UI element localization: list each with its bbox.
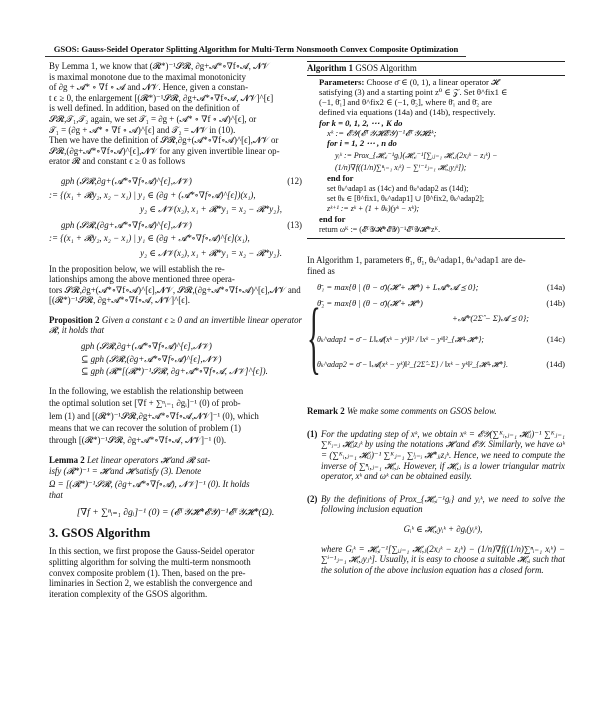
equation-14b [317, 298, 565, 309]
equation-system-14 [307, 282, 565, 392]
equation-number: (12) [287, 175, 302, 186]
text-line: tors 𝓢𝓡,∂g+(𝓐*∘∇f∘𝓐)^[ϵ],𝓝𝒱, 𝓢𝓡,(∂g+𝓐*∘∇f∘𝓐)^[ϵ],𝓝𝒱 and [49, 284, 301, 295]
text-line: 𝓢𝓡,(∂g+𝓐*∘∇f∘𝓐)^[ϵ],𝓝𝒱 for any given invertible linear op- [49, 145, 280, 156]
parameters-text: satisfying (3) and a starting point z⁰ ∈ 𝒵. Set θ^fix1 ∈ [319, 86, 508, 97]
text-line: lem (1) and [(𝓡*)⁻¹𝓢𝓡,∂g+𝓐*∘∇f∘𝓐,𝓝𝒱]⁻¹ (0), which [49, 411, 259, 422]
lemma-label: Lemma 2 [49, 454, 85, 465]
paragraph-section3-intro [49, 546, 302, 599]
equation-text: θₖ^adap2 = σ̄ − ‖𝓐(xᵏ − yᵏ)‖²_{2Σ̂−Σ} / ‖xᵏ − yᵏ‖²_{𝓗+𝓗*}. [317, 360, 508, 370]
text-line: [(𝓡*)⁻¹𝓢𝓡, ∂g+𝓐*∘∇f∘𝓐, 𝓝𝒱]^[ϵ]. [49, 295, 190, 306]
algorithm-step: xᵏ := 𝓔𝒴(𝓔ᵀ𝒴𝓗𝓔𝒴)⁻¹𝓔ᵀ𝒴𝓗zᵏ; [327, 128, 437, 139]
equation-text: := {(x₁ + 𝓡y₂, x₂ − x₁) | y₁ ∈ (∂g + 𝓐*∘∇f∘𝓐)^[ϵ](x₁), [49, 233, 250, 244]
parameters-text: (−1, θ̄₁] and θ^fix2 ∈ (−1, θ̄₂], where θ̄₁ and θ̄₂ are [319, 97, 492, 108]
text-line: lationships among the above mentioned three opera- [49, 274, 235, 285]
text-line: erator 𝓡 and constant ϵ ≥ 0 as follows [49, 156, 186, 167]
equation-number: (14b) [546, 298, 565, 309]
text-line: t ϵ ≥ 0, the enlargement [(𝓡*)⁻¹𝓢𝓡, ∂g+𝓐*∘∇f∘𝓐, 𝓝𝒱]^[ϵ] [49, 92, 274, 103]
remark-item-2 [307, 494, 565, 576]
lemma-2 [49, 455, 302, 519]
equation-text: := {(x₁ + 𝓡y₂, x₂ − x₁) | y₁ ∈ (∂g + (𝓐*∘∇f∘𝓐)^[ϵ])(x₁), [49, 189, 256, 200]
equation-text: gph (𝓢𝓡,∂g+(𝓐*∘∇f∘𝓐)^[ϵ],𝓝𝒱) [61, 175, 192, 186]
algorithm-step: end for [327, 173, 354, 184]
text-line: In this section, we first propose the Gauss-Seidel operator [49, 546, 255, 557]
text-line: iteration complexity of the GSOS algorithm. [49, 588, 208, 599]
algorithm-title [307, 62, 565, 76]
algorithm-step: set θₖ^adap1 as (14c) and θₖ^adap2 as (14d); [327, 183, 469, 193]
equation-text: θ̄₂ = max{θ | (θ − σ̄)(𝓗 + 𝓗*) [317, 298, 423, 309]
paragraph-proposition-intro [49, 264, 302, 306]
right-column [307, 61, 565, 575]
parameters-label: Parameters: [319, 76, 365, 87]
remark-item-1 [307, 429, 565, 482]
equation-14a [317, 282, 565, 293]
equation-text: gph (𝓢𝓡,(∂g+𝓐*∘∇f∘𝓐)^[ϵ],𝓝𝒱) [61, 219, 192, 230]
equation-text: y₂ ∈ 𝓝𝒱(x₂), x₁ + 𝓡*y₁ = x₂ − 𝓡*y₂}. [140, 247, 282, 258]
text-line: 𝓢𝓡,𝒯₁,𝒯₂ again, we set 𝒯₁ = ∂g + (𝓐* ∘ ∇f ∘ 𝓐)^[ϵ], or [49, 113, 257, 124]
proposition-2 [49, 315, 302, 377]
paragraph-lemma1-consequence [49, 61, 302, 167]
left-column [49, 61, 302, 599]
remark-item-number: (2) [307, 493, 318, 504]
algorithm-box [307, 61, 565, 239]
text-line: is maximal monotone due to the maximal monotonicity [49, 71, 246, 82]
algorithm-step: end for [319, 214, 346, 225]
proposition-label: Proposition 2 [49, 314, 100, 325]
equation-text: +𝓐*(2Σ̂ − Σ)𝓐 ⪯ 0}; [452, 313, 529, 324]
text-line: In Algorithm 1, parameters θ̄₁, θ̄₁, θₖ^adap1, θₖ^adap1 are de- [307, 255, 526, 266]
lemma-text: isfy (𝓡*)⁻¹ = 𝓗 and 𝓗 satisfy (3). Denote [49, 466, 202, 477]
text-line: fined as [307, 265, 335, 276]
algorithm-body [307, 76, 565, 238]
lemma-equation: [∇f + ∑ⁿᵢ₌₁ ∂gᵢ]⁻¹ (0) = (𝓔ᵀ𝒴𝓗*𝓔𝒴)⁻¹𝓔ᵀ𝒴𝓗*(Ω). [76, 507, 275, 519]
equation-text: ⊆ gph (𝓡*[(𝓡*)⁻¹𝓢𝓡, ∂g+𝓐*∘∇f∘𝓐, 𝓝𝒱]^[ϵ]). [81, 366, 268, 377]
equation-text: y₂ ∈ 𝓝𝒱(x₂), x₁ + 𝓡*y₁ = x₂ − 𝓡*y₂}, [140, 204, 282, 215]
equation-12 [49, 176, 302, 215]
equation-number: (14c) [546, 334, 565, 345]
algorithm-step: for i = 1, 2 ⋯ , n do [327, 138, 397, 149]
equation-text: ⊆ gph (𝓢𝓡,(∂g+𝓐*∘∇f∘𝓐)^[ϵ],𝓝𝒱) [81, 353, 222, 364]
paragraph-parameters-definition [307, 255, 565, 276]
remark-text: We make some comments on GSOS below. [346, 406, 497, 417]
algorithm-step: (1/n)∇f((1/n)∑ⁿᵢ₌₁ xᵢᵏ) − ∑ⁱ⁻¹ⱼ₌₁ 𝓗ᵢ,ⱼyⱼᵏ]); [335, 162, 467, 172]
proposition-text: Given a constant ϵ ≥ 0 and an invertible linear operator 𝓡, it holds that [49, 314, 303, 336]
text-line: of ∂g + 𝓐* ∘ ∇f ∘ 𝓐 and 𝓝𝒱. Hence, given a constan- [49, 82, 249, 93]
equation-text: θ̄₁ = max{θ | (θ − σ̄)(𝓗 + 𝓗*) + L𝓐*𝓐 ⪯ 0}; [317, 282, 479, 293]
remark-item-number: (1) [307, 428, 318, 439]
equation-number: (13) [287, 219, 302, 230]
text-line: means that we can recover the solution of problem (1) [49, 422, 241, 433]
text-line: the optimal solution set [∇f + ∑ⁿᵢ₌₁ ∂gᵢ]⁻¹ (0) of prob- [49, 398, 241, 409]
text-line: convex composite problem (1). Then, based on the pre- [49, 567, 246, 578]
equation-number: (14a) [546, 282, 565, 293]
text-line: Then we have the definition of 𝓢𝓡,∂g+(𝓐*∘∇f∘𝓐)^[ϵ],𝓝𝒱 or [49, 135, 279, 146]
parameters-text: defined via equations (14a) and (14b), respectively. [319, 107, 496, 118]
equation-number: (14d) [546, 359, 565, 370]
section-heading: 3. GSOS Algorithm [49, 525, 151, 540]
text-line: 𝒯₁ = (∂g + 𝓐* ∘ ∇f ∘ 𝓐)^[ϵ] and 𝒯₂ = 𝓝𝒱 in (10). [49, 124, 236, 135]
lemma-text: that [49, 489, 63, 500]
text-line: splitting algorithm for solving the multi-term nonsmooth [49, 556, 251, 567]
remark-2 [307, 406, 565, 417]
equation-text: θₖ^adap1 = σ̄ − L‖𝓐(xᵏ − yᵏ)‖² / ‖xᵏ − yᵏ‖²_{𝓗+𝓗*}; [317, 335, 485, 345]
algorithm-step: return ωᴷ := (𝓔ᵀ𝒴𝓗*𝓔𝒴)⁻¹𝓔ᵀ𝒴𝓗*zᴷ. [319, 224, 441, 234]
text-line: In the proposition below, we will establish the re- [49, 263, 225, 274]
algorithm-step: zᵏ⁺¹ := zᵏ + (1 + θₖ)(yᵏ − xᵏ); [327, 204, 420, 214]
algorithm-step: yᵢᵏ := Prox_{𝓗ᵢ,ᵢ⁻¹gᵢ}(𝓗ᵢ,ᵢ⁻¹[∑ᵢⱼ₌₁ 𝓗ᵢ,ⱼ(2xⱼᵏ − zⱼᵏ) − [335, 150, 498, 160]
text-line: By Lemma 1, we know that (𝓡*)⁻¹𝓢𝓡, ∂g+𝓐*∘∇f∘𝓐, 𝓝𝒱 [49, 61, 269, 71]
text-line: liminaries in Section 2, we establish the convergence and [49, 578, 253, 589]
inclusion-equation: Gᵢᵏ ∈ 𝓗ᵢ,ᵢyᵢᵏ + ∂gᵢ(yᵢᵏ), [403, 523, 483, 534]
equation-14c [317, 334, 565, 345]
algorithm-name: GSOS Algorithm [355, 63, 417, 73]
header-rule [45, 56, 466, 57]
equation-14b-continued [317, 313, 565, 324]
running-title: GSOS: Gauss-Seidel Operator Splitting Algorithm for Multi-Term Nonsmooth Convex Composite Optimization [53, 44, 459, 54]
lemma-text: Ω = [(𝓡*)⁻¹𝓢𝓡, (∂g+𝓐*∘∇f∘𝓐), 𝓝𝒱]⁻¹ (0). It holds [49, 479, 250, 489]
algorithm-step: set θₖ ∈ [θ^fix1, θₖ^adap1] ∪ [θ^fix2, θₖ^adap2]; [327, 193, 485, 203]
text-line: In the following, we establish the relationship between [49, 385, 244, 396]
remark-item-text: where Gᵢᵏ = 𝓗ᵢ,ᵢ⁻¹[∑ᵢⱼ₌₁ 𝓗ᵢ,ⱼ(2xⱼᵏ − zⱼᵏ) − (1/n)∇f((1/n)∑ⁿᵢ₌₁ xᵢᵏ) − ∑ⁱ⁻¹ⱼ₌₁ 𝓗ᵢ,ⱼyⱼᵏ]. Usually, it is easy to choose a suitable 𝓗ᵢ,ᵢ such that the solution of the above inclusion equation has a closed form. [321, 543, 565, 575]
remark-item-text: By the definitions of Prox_{𝓗ᵢ,ᵢ⁻¹gᵢ} and yᵢᵏ, we need to solve the following inclusion equation [321, 493, 565, 515]
algorithm-step: for k = 0, 1, 2, ⋯ , K do [319, 117, 403, 128]
paragraph-solution-relationship [49, 386, 302, 446]
remark-item-text: For the updating step of xᵏ, we obtain xᵏ = 𝓔𝒴(∑ᴷᵢ,ⱼ₌₁ 𝓗ᵢⱼ)⁻¹ ∑ᴷⱼ₌₁ ∑ᴷᵢ₌ⱼ 𝓗ᵢⱼzⱼᵏ by using the notations 𝓗 and 𝓔𝒴. Similarly, we have ωᵏ = (∑ᴷᵢ,ⱼ₌₁ 𝓗ᵢⱼ)⁻¹ ∑ᴷⱼ₌₁ ∑ʲᵢ₌ᵢ 𝓗*ⱼᵢzⱼᵏ. Hence, we need to compute the inverse of ∑ⁿᵢ,ⱼ₌₁ 𝓗ᵢ,ⱼ. However, if 𝓗ᵢ,ⱼ is a lower triangular matrix operator, xᵏ and ωᵏ can be obtained easily. [321, 428, 565, 482]
remark-list [307, 429, 565, 576]
left-brace-icon: { [307, 291, 321, 383]
lemma-text: Let linear operators 𝓗 and 𝓡 sat- [86, 454, 211, 465]
algorithm-label: Algorithm 1 [307, 63, 354, 73]
parameters-text: Choose σ̄ ∈ (0, 1), a linear operator 𝓗 [366, 76, 499, 87]
equation-13 [49, 220, 302, 259]
text-line: is well defined. In addition, based on the definition of [49, 103, 240, 114]
equation-14d [317, 359, 565, 370]
text-line: through [(𝓡*)⁻¹𝓢𝓡, ∂g+𝓐*∘∇f∘𝓐, 𝓝𝒱]⁻¹ (0). [49, 435, 227, 446]
remark-label: Remark 2 [307, 406, 345, 417]
equation-text: gph (𝓢𝓡,∂g+(𝓐*∘∇f∘𝓐)^[ϵ],𝓝𝒱) [81, 341, 212, 352]
